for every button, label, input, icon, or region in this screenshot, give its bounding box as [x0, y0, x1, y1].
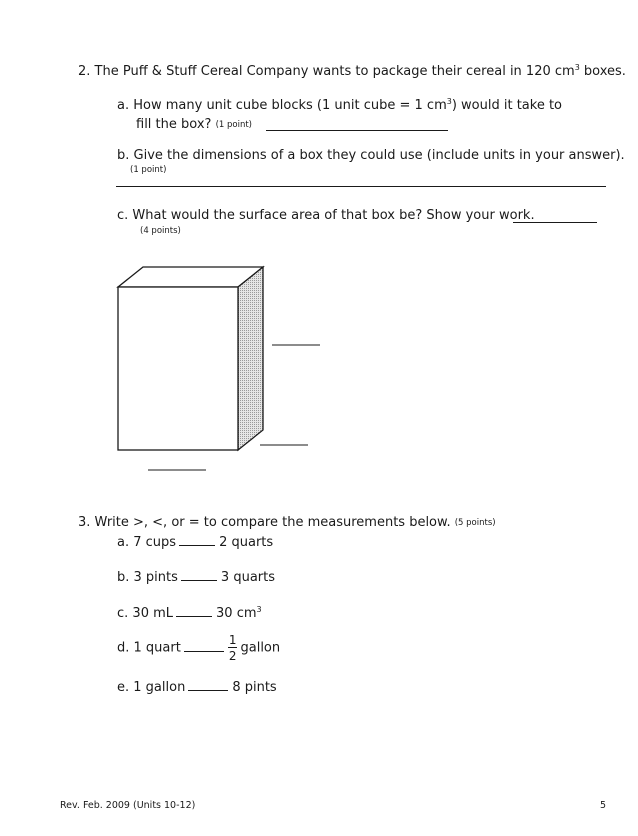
question-3: [78, 515, 496, 530]
question-2-exponent: 3: [574, 63, 580, 72]
question-3a-letter: a.: [117, 535, 130, 550]
question-2c-letter: c.: [117, 208, 129, 223]
prism-side-face: [238, 267, 263, 450]
question-3c-left: 30 mL: [132, 606, 174, 621]
fraction-denominator: 2: [228, 649, 237, 663]
question-3d-letter: d.: [117, 640, 130, 656]
question-3c: [117, 606, 262, 621]
fraction-numerator: 1: [228, 633, 237, 647]
question-3e: [117, 680, 277, 695]
question-3-text: Write >, <, or = to compare the measurements below.: [94, 515, 451, 530]
question-3a-right: 2 quarts: [219, 535, 274, 550]
question-2-number: 2.: [78, 64, 91, 79]
question-2c-text: What would the surface area of that box be? Show your work.: [132, 208, 535, 223]
question-2a-line2-text: fill the box?: [136, 117, 212, 132]
question-2a-line1: How many unit cube blocks (1 unit cube = 1 cm: [133, 98, 447, 113]
question-2a-points: (1 point): [215, 120, 252, 130]
question-3d-answer-line[interactable]: [184, 650, 224, 652]
rectangular-prism-figure: [110, 262, 330, 477]
question-3d-fraction: [228, 634, 238, 662]
footer-revision: Rev. Feb. 2009 (Units 10-12): [60, 800, 196, 811]
question-3b-answer-line[interactable]: [181, 579, 217, 581]
question-2b-letter: b.: [117, 148, 130, 163]
question-3a: [117, 535, 273, 550]
question-2b-answer-line[interactable]: [116, 186, 606, 187]
question-3b-right: 3 quarts: [220, 570, 275, 585]
question-2a-exponent: 3: [446, 97, 452, 106]
question-3a-left: 7 cups: [133, 535, 177, 550]
question-3d-right: gallon: [240, 640, 281, 656]
page-number: 5: [600, 800, 607, 811]
question-3b-left: 3 pints: [133, 570, 178, 585]
question-2b-points: (1 point): [130, 165, 167, 175]
question-3a-answer-line[interactable]: [179, 544, 215, 546]
question-2a: [117, 98, 562, 113]
question-3e-answer-line[interactable]: [188, 689, 228, 691]
question-3-number: 3.: [78, 515, 91, 530]
question-3b-letter: b.: [117, 570, 130, 585]
question-3e-right: 8 pints: [232, 680, 277, 695]
question-2a-line1-end: ) would it take to: [451, 98, 563, 113]
question-2a-letter: a.: [117, 98, 130, 113]
question-3d: [117, 634, 280, 662]
question-3b: [117, 570, 275, 585]
question-2a-line2: [136, 117, 252, 132]
prism-front-face: [118, 287, 238, 450]
question-2a-answer-line[interactable]: [266, 130, 448, 131]
question-2b: [117, 148, 625, 163]
question-3e-letter: e.: [117, 680, 130, 695]
question-3c-right: 30 cm: [216, 606, 257, 621]
question-3c-letter: c.: [117, 606, 129, 621]
question-3-points: (5 points): [454, 518, 496, 528]
question-3d-left: 1 quart: [133, 640, 181, 656]
question-2c-points: (4 points): [140, 226, 181, 236]
question-3c-exponent: 3: [256, 605, 262, 614]
question-2b-text: Give the dimensions of a box they could use (include units in your answer).: [133, 148, 625, 163]
question-3c-answer-line[interactable]: [176, 615, 212, 617]
question-2c: [117, 208, 535, 223]
question-2: [78, 64, 626, 79]
question-2-text: The Puff & Stuff Cereal Company wants to package their cereal in 120 cm: [94, 64, 575, 79]
question-2-text-end: boxes.: [579, 64, 626, 79]
question-3e-left: 1 gallon: [133, 680, 186, 695]
question-2c-answer-line[interactable]: [513, 222, 597, 223]
